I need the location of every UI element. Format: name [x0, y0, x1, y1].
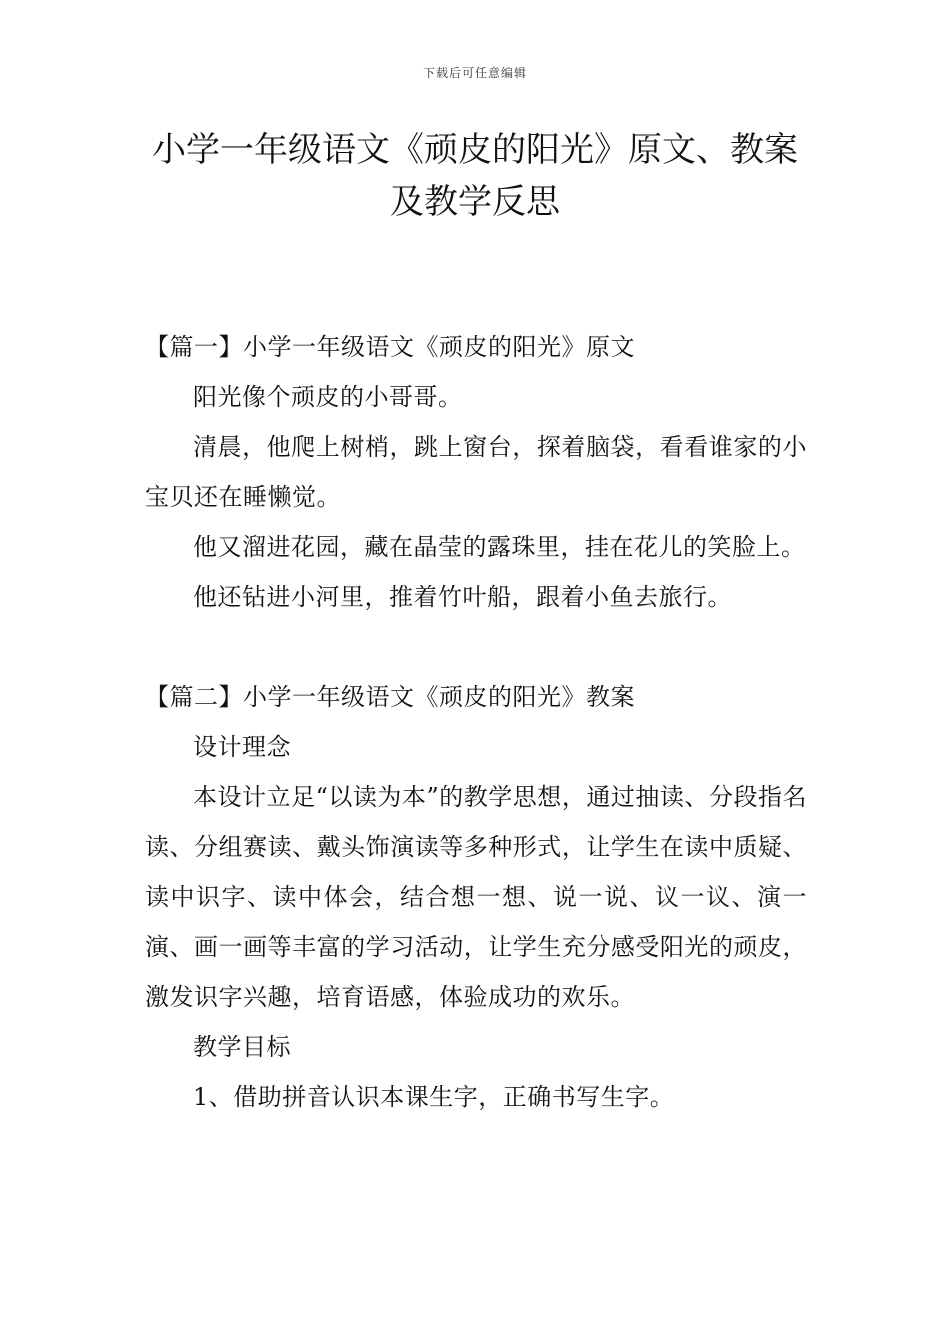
- header-note: 下载后可任意编辑: [422, 66, 527, 80]
- paragraph: 清晨，他爬上树梢，跳上窗台，探着脑袋，看看谁家的小宝贝还在睡懒觉。: [145, 433, 807, 511]
- list-item: 1、借助拼音认识本课生字，正确书写生字。: [193, 1083, 675, 1111]
- document-title: 小学一年级语文《顽皮的阳光》原文、教案及教学反思: [152, 130, 798, 222]
- subheading-design-concept: 设计理念: [193, 733, 291, 761]
- subheading-teaching-goals: 教学目标: [193, 1033, 291, 1061]
- section-spacer: [145, 622, 807, 672]
- section-heading-2: 【篇二】小学一年级语文《顽皮的阳光》教案: [145, 683, 635, 711]
- paragraph: 他还钻进小河里，推着竹叶船，跟着小鱼去旅行。: [193, 583, 732, 611]
- document-body: [145, 322, 807, 1122]
- paragraph: 他又溜进花园，藏在晶莹的露珠里，挂在花儿的笑脸上。: [193, 533, 806, 561]
- paragraph: 本设计立足“以读为本”的教学思想，通过抽读、分段指名读、分组赛读、戴头饰演读等多种形式，让学生在读中质疑、读中识字、读中体会，结合想一想、说一说、议一议、演一演、画一画等丰富的学习活动，让学生充分感受阳光的顽皮，激发识字兴趣，培育语感，体验成功的欢乐。: [145, 783, 807, 1011]
- paragraph: 阳光像个顽皮的小哥哥。: [193, 383, 463, 411]
- section-heading-1: 【篇一】小学一年级语文《顽皮的阳光》原文: [145, 333, 635, 361]
